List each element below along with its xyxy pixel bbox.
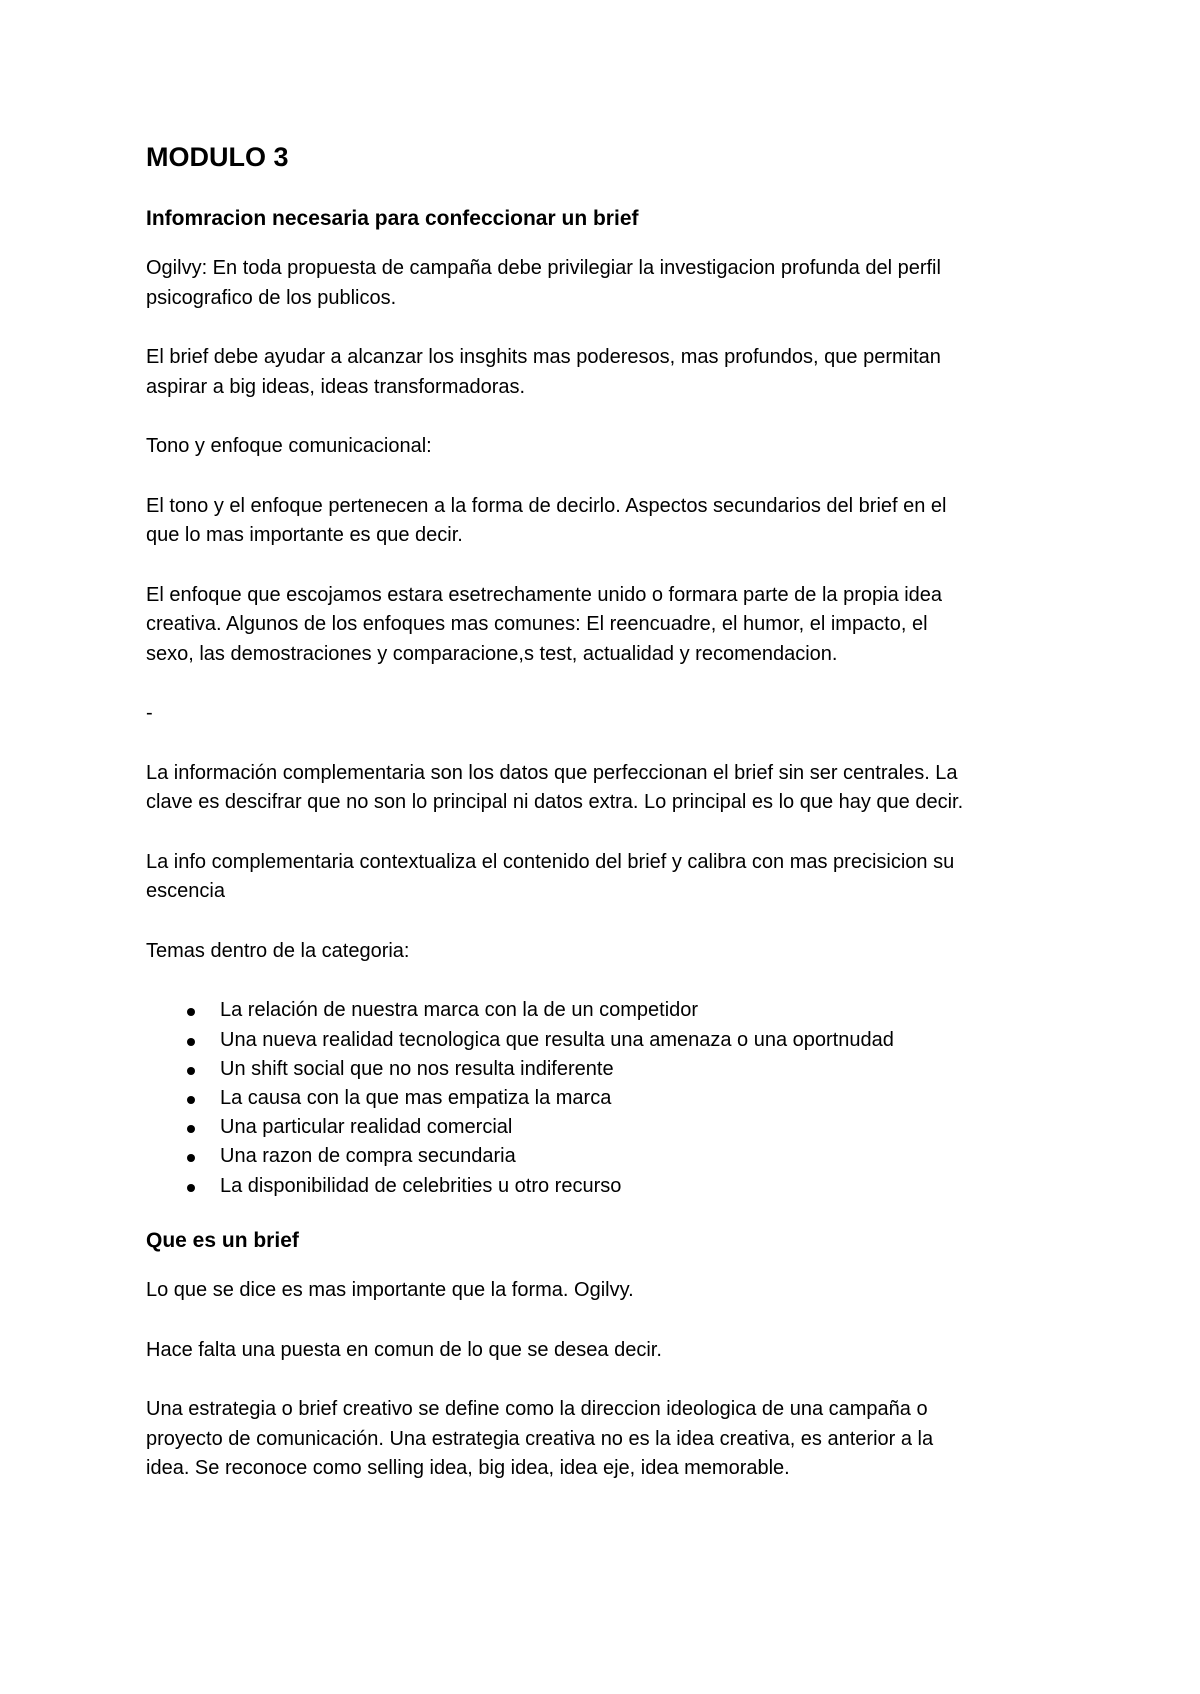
- paragraph-line: El tono y el enfoque pertenecen a la forma de decirlo. Aspectos secundarios del brief en el: [146, 494, 947, 517]
- paragraph: [146, 848, 1086, 907]
- paragraph-line: -: [146, 702, 153, 725]
- paragraph-line: que lo mas importante es que decir.: [146, 524, 463, 547]
- bullet-icon: [187, 1096, 195, 1104]
- list-item: [220, 1142, 1086, 1171]
- list-item-text: La relación de nuestra marca con la de un competidor: [220, 999, 699, 1022]
- list-item: [220, 1113, 1086, 1142]
- paragraph-line: sexo, las demostraciones y comparacione,s test, actualidad y recomendacion.: [146, 642, 838, 665]
- paragraph-line: El enfoque que escojamos estara esetrechamente unido o formara parte de la propia idea: [146, 583, 943, 606]
- paragraph: [146, 759, 1086, 818]
- section2-body: [146, 1276, 1086, 1484]
- paragraph: [146, 1336, 1086, 1366]
- list-item: [220, 1055, 1086, 1084]
- list-item: [220, 1084, 1086, 1113]
- list-item-text: La causa con la que mas empatiza la marca: [220, 1087, 612, 1109]
- paragraph-line: Lo que se dice es mas importante que la forma. Ogilvy.: [146, 1279, 634, 1302]
- paragraph: [146, 492, 1086, 551]
- paragraph: [146, 581, 1086, 670]
- list-item-text: Una particular realidad comercial: [220, 1116, 513, 1139]
- section1-body: [146, 254, 1086, 966]
- paragraph-line: Hace falta una puesta en comun de lo que se desea decir.: [146, 1338, 662, 1361]
- list-item-text: Una razon de compra secundaria: [220, 1145, 516, 1168]
- paragraph: [146, 1276, 1086, 1306]
- paragraph-line: proyecto de comunicación. Una estrategia creativa no es la idea creativa, es anterior a la: [146, 1427, 934, 1450]
- paragraph-line: idea. Se reconoce como selling idea, big idea, idea eje, idea memorable.: [146, 1457, 790, 1480]
- paragraph: [146, 343, 1086, 402]
- paragraph: [146, 937, 1086, 967]
- list-item: [220, 1172, 1086, 1201]
- bullet-icon: [187, 1154, 195, 1162]
- paragraph-line: aspirar a big ideas, ideas transformadoras.: [146, 375, 526, 398]
- section-heading-info-brief: Infomracion necesaria para confeccionar un brief: [146, 207, 639, 231]
- paragraph-line: creativa. Algunos de los enfoques mas comunes: El reencuadre, el humor, el impacto, el: [146, 613, 928, 636]
- document-title: MODULO 3: [146, 142, 289, 172]
- bullet-icon: [187, 1184, 195, 1192]
- paragraph-line: Una estrategia o brief creativo se define como la direccion ideologica de una campaña o: [146, 1398, 928, 1421]
- paragraph-line: Tono y enfoque comunicacional:: [146, 435, 432, 458]
- paragraph-line: clave es descifrar que no son lo principal ni datos extra. Lo principal es lo que hay que decir.: [146, 791, 964, 814]
- paragraph-line: La info complementaria contextualiza el contenido del brief y calibra con mas precisicion su: [146, 850, 955, 873]
- topics-bullet-list: [146, 996, 1086, 1200]
- paragraph-line: Temas dentro de la categoria:: [146, 939, 410, 962]
- paragraph-line: El brief debe ayudar a alcanzar los insghits mas poderesos, mas profundos, que permitan: [146, 346, 941, 369]
- bullet-icon: [187, 1038, 195, 1046]
- section-heading-que-es-brief: Que es un brief: [146, 1228, 299, 1252]
- paragraph-line: escencia: [146, 880, 225, 903]
- list-item: [220, 1026, 1086, 1055]
- list-item-text: La disponibilidad de celebrities u otro recurso: [220, 1174, 622, 1197]
- paragraph-line: Ogilvy: En toda propuesta de campaña debe privilegiar la investigacion profunda del perfil: [146, 257, 941, 280]
- list-item-text: Un shift social que no nos resulta indiferente: [220, 1057, 614, 1080]
- list-item-text: Una nueva realidad tecnologica que resulta una amenaza o una oportnudad: [220, 1028, 894, 1051]
- paragraph-line: psicografico de los publicos.: [146, 286, 397, 309]
- bullet-icon: [187, 1067, 195, 1075]
- list-item: [220, 996, 1086, 1025]
- document-page: [146, 140, 1086, 1484]
- paragraph: [146, 254, 1086, 313]
- bullet-icon: [187, 1125, 195, 1133]
- paragraph: [146, 699, 1086, 729]
- paragraph-line: La información complementaria son los datos que perfeccionan el brief sin ser centrales. La: [146, 761, 958, 784]
- paragraph: [146, 1395, 1086, 1484]
- bullet-icon: [187, 1008, 195, 1016]
- paragraph: [146, 432, 1086, 462]
